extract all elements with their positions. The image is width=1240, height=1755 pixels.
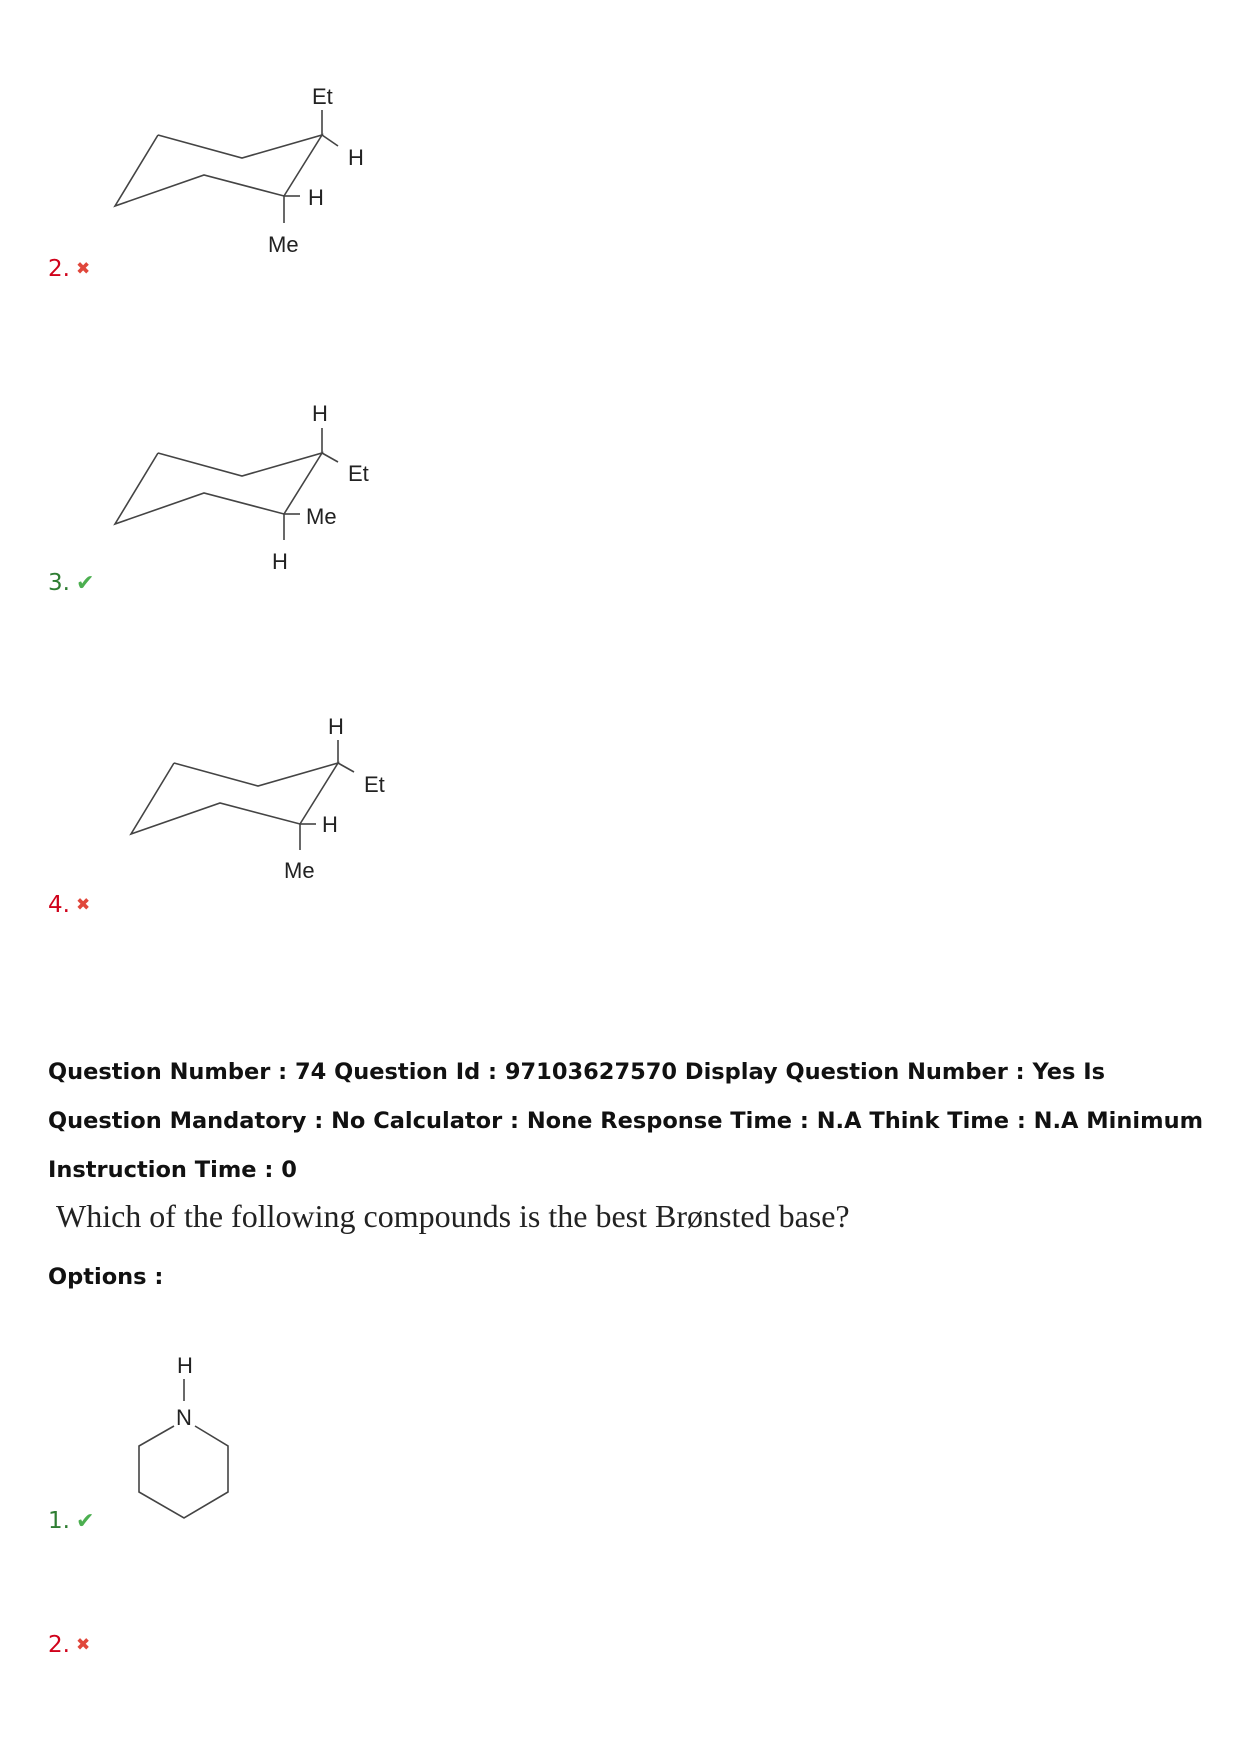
label-et: Et bbox=[312, 84, 333, 109]
cross-icon: ✖ bbox=[75, 1635, 91, 1655]
option-2-prev[interactable] bbox=[48, 256, 90, 282]
option-number: 3. bbox=[48, 570, 70, 596]
structure-option-4-prev[interactable] bbox=[116, 706, 416, 906]
label-me: Me bbox=[284, 858, 315, 883]
cross-icon: ✖ bbox=[75, 259, 91, 279]
option-4-prev[interactable] bbox=[48, 892, 90, 918]
structure-option-3-prev[interactable] bbox=[100, 396, 400, 596]
option-number: 2. bbox=[48, 1632, 70, 1658]
structure-option-2-prev bbox=[100, 78, 400, 278]
label-h: H bbox=[177, 1353, 193, 1378]
option-number: 2. bbox=[48, 256, 70, 282]
structure-piperidine[interactable] bbox=[120, 1346, 250, 1526]
options-title: Options : bbox=[48, 1264, 164, 1290]
cross-icon: ✖ bbox=[75, 895, 91, 915]
question-meta: Question Number : 74 Question Id : 97103627570 Display Question Number : Yes Is Question Mandatory : No Calculator : None Response Time : N.A Think Time : N.A Minimum Instruction Time : 0 bbox=[48, 1059, 1204, 1183]
option-number: 4. bbox=[48, 892, 70, 918]
label-me: Me bbox=[306, 504, 337, 529]
label-n: N bbox=[176, 1405, 192, 1430]
label-me: Me bbox=[268, 232, 299, 257]
label-h: H bbox=[308, 185, 324, 210]
question-text: Which of the following compounds is the best Brønsted base? bbox=[56, 1198, 850, 1234]
label-h: H bbox=[312, 401, 328, 426]
check-icon: ✔ bbox=[75, 570, 95, 596]
label-h: H bbox=[272, 549, 288, 574]
option-number: 1. bbox=[48, 1508, 70, 1534]
check-icon: ✔ bbox=[75, 1508, 95, 1534]
label-et: Et bbox=[364, 772, 385, 797]
label-et: Et bbox=[348, 461, 369, 486]
label-h: H bbox=[328, 714, 344, 739]
label-h: H bbox=[322, 812, 338, 837]
option-2[interactable] bbox=[48, 1632, 90, 1658]
label-h: H bbox=[348, 145, 364, 170]
option-3-prev[interactable] bbox=[48, 570, 94, 596]
option-1[interactable] bbox=[48, 1508, 94, 1534]
